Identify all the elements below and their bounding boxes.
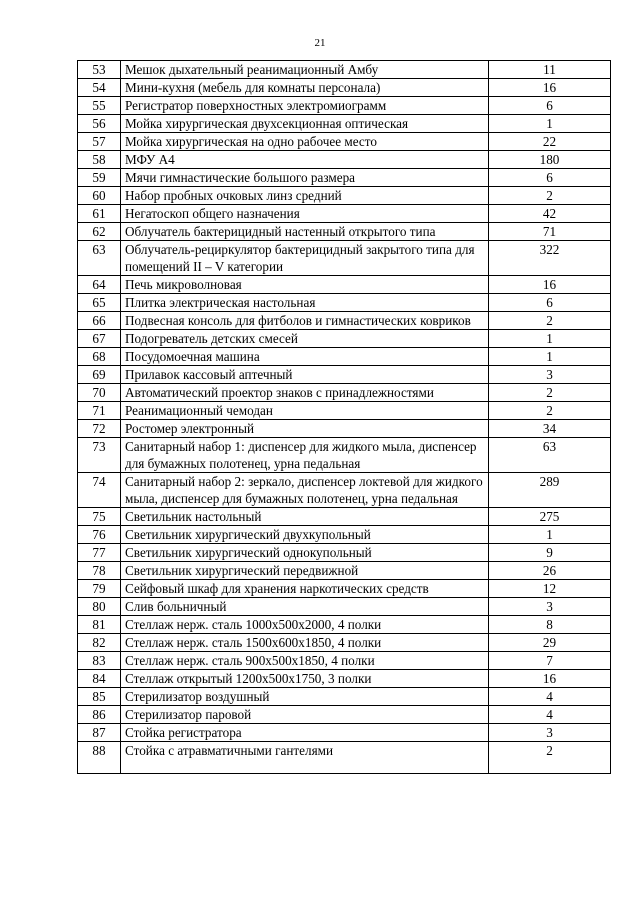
table-row bbox=[78, 508, 611, 526]
item-name: Светильник настольный bbox=[121, 508, 489, 526]
item-name: Стеллаж нерж. сталь 900х500х1850, 4 полки bbox=[121, 652, 489, 670]
table-row bbox=[78, 438, 611, 473]
table-row bbox=[78, 742, 611, 774]
item-name: Светильник хирургический двухкупольный bbox=[121, 526, 489, 544]
item-name: Реанимационный чемодан bbox=[121, 402, 489, 420]
table-row bbox=[78, 724, 611, 742]
row-number: 53 bbox=[78, 61, 121, 79]
row-number: 54 bbox=[78, 79, 121, 97]
table-row bbox=[78, 79, 611, 97]
table-row bbox=[78, 634, 611, 652]
table-row bbox=[78, 526, 611, 544]
row-number: 66 bbox=[78, 312, 121, 330]
table-row bbox=[78, 688, 611, 706]
item-name: Стойка регистратора bbox=[121, 724, 489, 742]
table-row bbox=[78, 420, 611, 438]
row-number: 82 bbox=[78, 634, 121, 652]
item-name: Светильник хирургический однокупольный bbox=[121, 544, 489, 562]
item-quantity: 6 bbox=[489, 169, 611, 187]
row-number: 65 bbox=[78, 294, 121, 312]
table-row bbox=[78, 115, 611, 133]
row-number: 77 bbox=[78, 544, 121, 562]
table-row bbox=[78, 580, 611, 598]
item-name: Мойка хирургическая двухсекционная оптическая bbox=[121, 115, 489, 133]
row-number: 55 bbox=[78, 97, 121, 115]
item-quantity: 7 bbox=[489, 652, 611, 670]
table-row bbox=[78, 61, 611, 79]
item-name: Санитарный набор 1: диспенсер для жидкого мыла, диспенсер для бумажных полотенец, урна педальная bbox=[121, 438, 489, 473]
item-quantity: 26 bbox=[489, 562, 611, 580]
item-name: Облучатель-рециркулятор бактерицидный закрытого типа для помещений II – V категории bbox=[121, 241, 489, 276]
item-quantity: 1 bbox=[489, 348, 611, 366]
item-quantity: 3 bbox=[489, 724, 611, 742]
item-quantity: 4 bbox=[489, 706, 611, 724]
item-name: Плитка электрическая настольная bbox=[121, 294, 489, 312]
item-quantity: 16 bbox=[489, 670, 611, 688]
row-number: 67 bbox=[78, 330, 121, 348]
row-number: 80 bbox=[78, 598, 121, 616]
item-name: Ростомер электронный bbox=[121, 420, 489, 438]
row-number: 69 bbox=[78, 366, 121, 384]
row-number: 76 bbox=[78, 526, 121, 544]
row-number: 73 bbox=[78, 438, 121, 473]
item-quantity: 1 bbox=[489, 115, 611, 133]
table-row bbox=[78, 169, 611, 187]
item-name: Стерилизатор паровой bbox=[121, 706, 489, 724]
table-row bbox=[78, 205, 611, 223]
item-quantity: 8 bbox=[489, 616, 611, 634]
table-row bbox=[78, 562, 611, 580]
item-quantity: 3 bbox=[489, 598, 611, 616]
table-row bbox=[78, 670, 611, 688]
table-row bbox=[78, 294, 611, 312]
item-quantity: 2 bbox=[489, 384, 611, 402]
row-number: 86 bbox=[78, 706, 121, 724]
item-name: Печь микроволновая bbox=[121, 276, 489, 294]
item-quantity: 6 bbox=[489, 294, 611, 312]
table-row bbox=[78, 544, 611, 562]
row-number: 64 bbox=[78, 276, 121, 294]
table-row bbox=[78, 312, 611, 330]
row-number: 72 bbox=[78, 420, 121, 438]
equipment-table-body bbox=[78, 61, 611, 774]
item-quantity: 16 bbox=[489, 276, 611, 294]
item-quantity: 2 bbox=[489, 187, 611, 205]
row-number: 62 bbox=[78, 223, 121, 241]
item-quantity: 11 bbox=[489, 61, 611, 79]
item-name: Мячи гимнастические большого размера bbox=[121, 169, 489, 187]
table-row bbox=[78, 151, 611, 169]
item-name: Светильник хирургический передвижной bbox=[121, 562, 489, 580]
row-number: 85 bbox=[78, 688, 121, 706]
item-name: Мини-кухня (мебель для комнаты персонала) bbox=[121, 79, 489, 97]
row-number: 60 bbox=[78, 187, 121, 205]
row-number: 57 bbox=[78, 133, 121, 151]
row-number: 63 bbox=[78, 241, 121, 276]
item-name: Санитарный набор 2: зеркало, диспенсер локтевой для жидкого мыла, диспенсер для бумажных полотенец, урна педальная bbox=[121, 473, 489, 508]
item-name: Стеллаж нерж. сталь 1000х500х2000, 4 полки bbox=[121, 616, 489, 634]
item-name: Мешок дыхательный реанимационный Амбу bbox=[121, 61, 489, 79]
item-name: Посудомоечная машина bbox=[121, 348, 489, 366]
item-name: Стойка с атравматичными гантелями bbox=[121, 742, 489, 774]
item-quantity: 34 bbox=[489, 420, 611, 438]
item-quantity: 63 bbox=[489, 438, 611, 473]
item-quantity: 71 bbox=[489, 223, 611, 241]
item-name: Подогреватель детских смесей bbox=[121, 330, 489, 348]
item-quantity: 289 bbox=[489, 473, 611, 508]
table-row bbox=[78, 348, 611, 366]
item-quantity: 275 bbox=[489, 508, 611, 526]
table-row bbox=[78, 330, 611, 348]
row-number: 75 bbox=[78, 508, 121, 526]
item-quantity: 6 bbox=[489, 97, 611, 115]
item-quantity: 322 bbox=[489, 241, 611, 276]
item-name: Мойка хирургическая на одно рабочее место bbox=[121, 133, 489, 151]
table-row bbox=[78, 133, 611, 151]
table-row bbox=[78, 366, 611, 384]
row-number: 88 bbox=[78, 742, 121, 774]
item-name: Подвесная консоль для фитболов и гимнастических ковриков bbox=[121, 312, 489, 330]
row-number: 61 bbox=[78, 205, 121, 223]
table-row bbox=[78, 97, 611, 115]
item-quantity: 4 bbox=[489, 688, 611, 706]
item-name: Слив больничный bbox=[121, 598, 489, 616]
item-name: Сейфовый шкаф для хранения наркотических средств bbox=[121, 580, 489, 598]
item-quantity: 1 bbox=[489, 526, 611, 544]
item-quantity: 2 bbox=[489, 402, 611, 420]
item-quantity: 16 bbox=[489, 79, 611, 97]
table-row bbox=[78, 598, 611, 616]
item-quantity: 12 bbox=[489, 580, 611, 598]
item-name: Стеллаж нерж. сталь 1500х600х1850, 4 полки bbox=[121, 634, 489, 652]
row-number: 71 bbox=[78, 402, 121, 420]
table-row bbox=[78, 241, 611, 276]
row-number: 87 bbox=[78, 724, 121, 742]
row-number: 58 bbox=[78, 151, 121, 169]
row-number: 84 bbox=[78, 670, 121, 688]
row-number: 56 bbox=[78, 115, 121, 133]
item-name: Стеллаж открытый 1200х500х1750, 3 полки bbox=[121, 670, 489, 688]
row-number: 83 bbox=[78, 652, 121, 670]
row-number: 78 bbox=[78, 562, 121, 580]
row-number: 74 bbox=[78, 473, 121, 508]
item-quantity: 180 bbox=[489, 151, 611, 169]
row-number: 79 bbox=[78, 580, 121, 598]
item-quantity: 29 bbox=[489, 634, 611, 652]
item-name: МФУ А4 bbox=[121, 151, 489, 169]
table-row bbox=[78, 276, 611, 294]
item-name: Регистратор поверхностных электромиограмм bbox=[121, 97, 489, 115]
item-name: Прилавок кассовый аптечный bbox=[121, 366, 489, 384]
row-number: 68 bbox=[78, 348, 121, 366]
table-row bbox=[78, 616, 611, 634]
table-row bbox=[78, 652, 611, 670]
item-quantity: 3 bbox=[489, 366, 611, 384]
item-name: Автоматический проектор знаков с принадлежностями bbox=[121, 384, 489, 402]
item-name: Набор пробных очковых линз средний bbox=[121, 187, 489, 205]
item-quantity: 9 bbox=[489, 544, 611, 562]
equipment-table bbox=[77, 60, 611, 774]
table-row bbox=[78, 384, 611, 402]
row-number: 59 bbox=[78, 169, 121, 187]
item-quantity: 1 bbox=[489, 330, 611, 348]
row-number: 70 bbox=[78, 384, 121, 402]
item-name: Облучатель бактерицидный настенный открытого типа bbox=[121, 223, 489, 241]
item-quantity: 42 bbox=[489, 205, 611, 223]
item-name: Негатоскоп общего назначения bbox=[121, 205, 489, 223]
page-number: 21 bbox=[314, 37, 326, 49]
table-row bbox=[78, 402, 611, 420]
row-number: 81 bbox=[78, 616, 121, 634]
table-row bbox=[78, 223, 611, 241]
item-name: Стерилизатор воздушный bbox=[121, 688, 489, 706]
item-quantity: 2 bbox=[489, 742, 611, 774]
table-row bbox=[78, 706, 611, 724]
item-quantity: 2 bbox=[489, 312, 611, 330]
item-quantity: 22 bbox=[489, 133, 611, 151]
table-row bbox=[78, 187, 611, 205]
table-row bbox=[78, 473, 611, 508]
